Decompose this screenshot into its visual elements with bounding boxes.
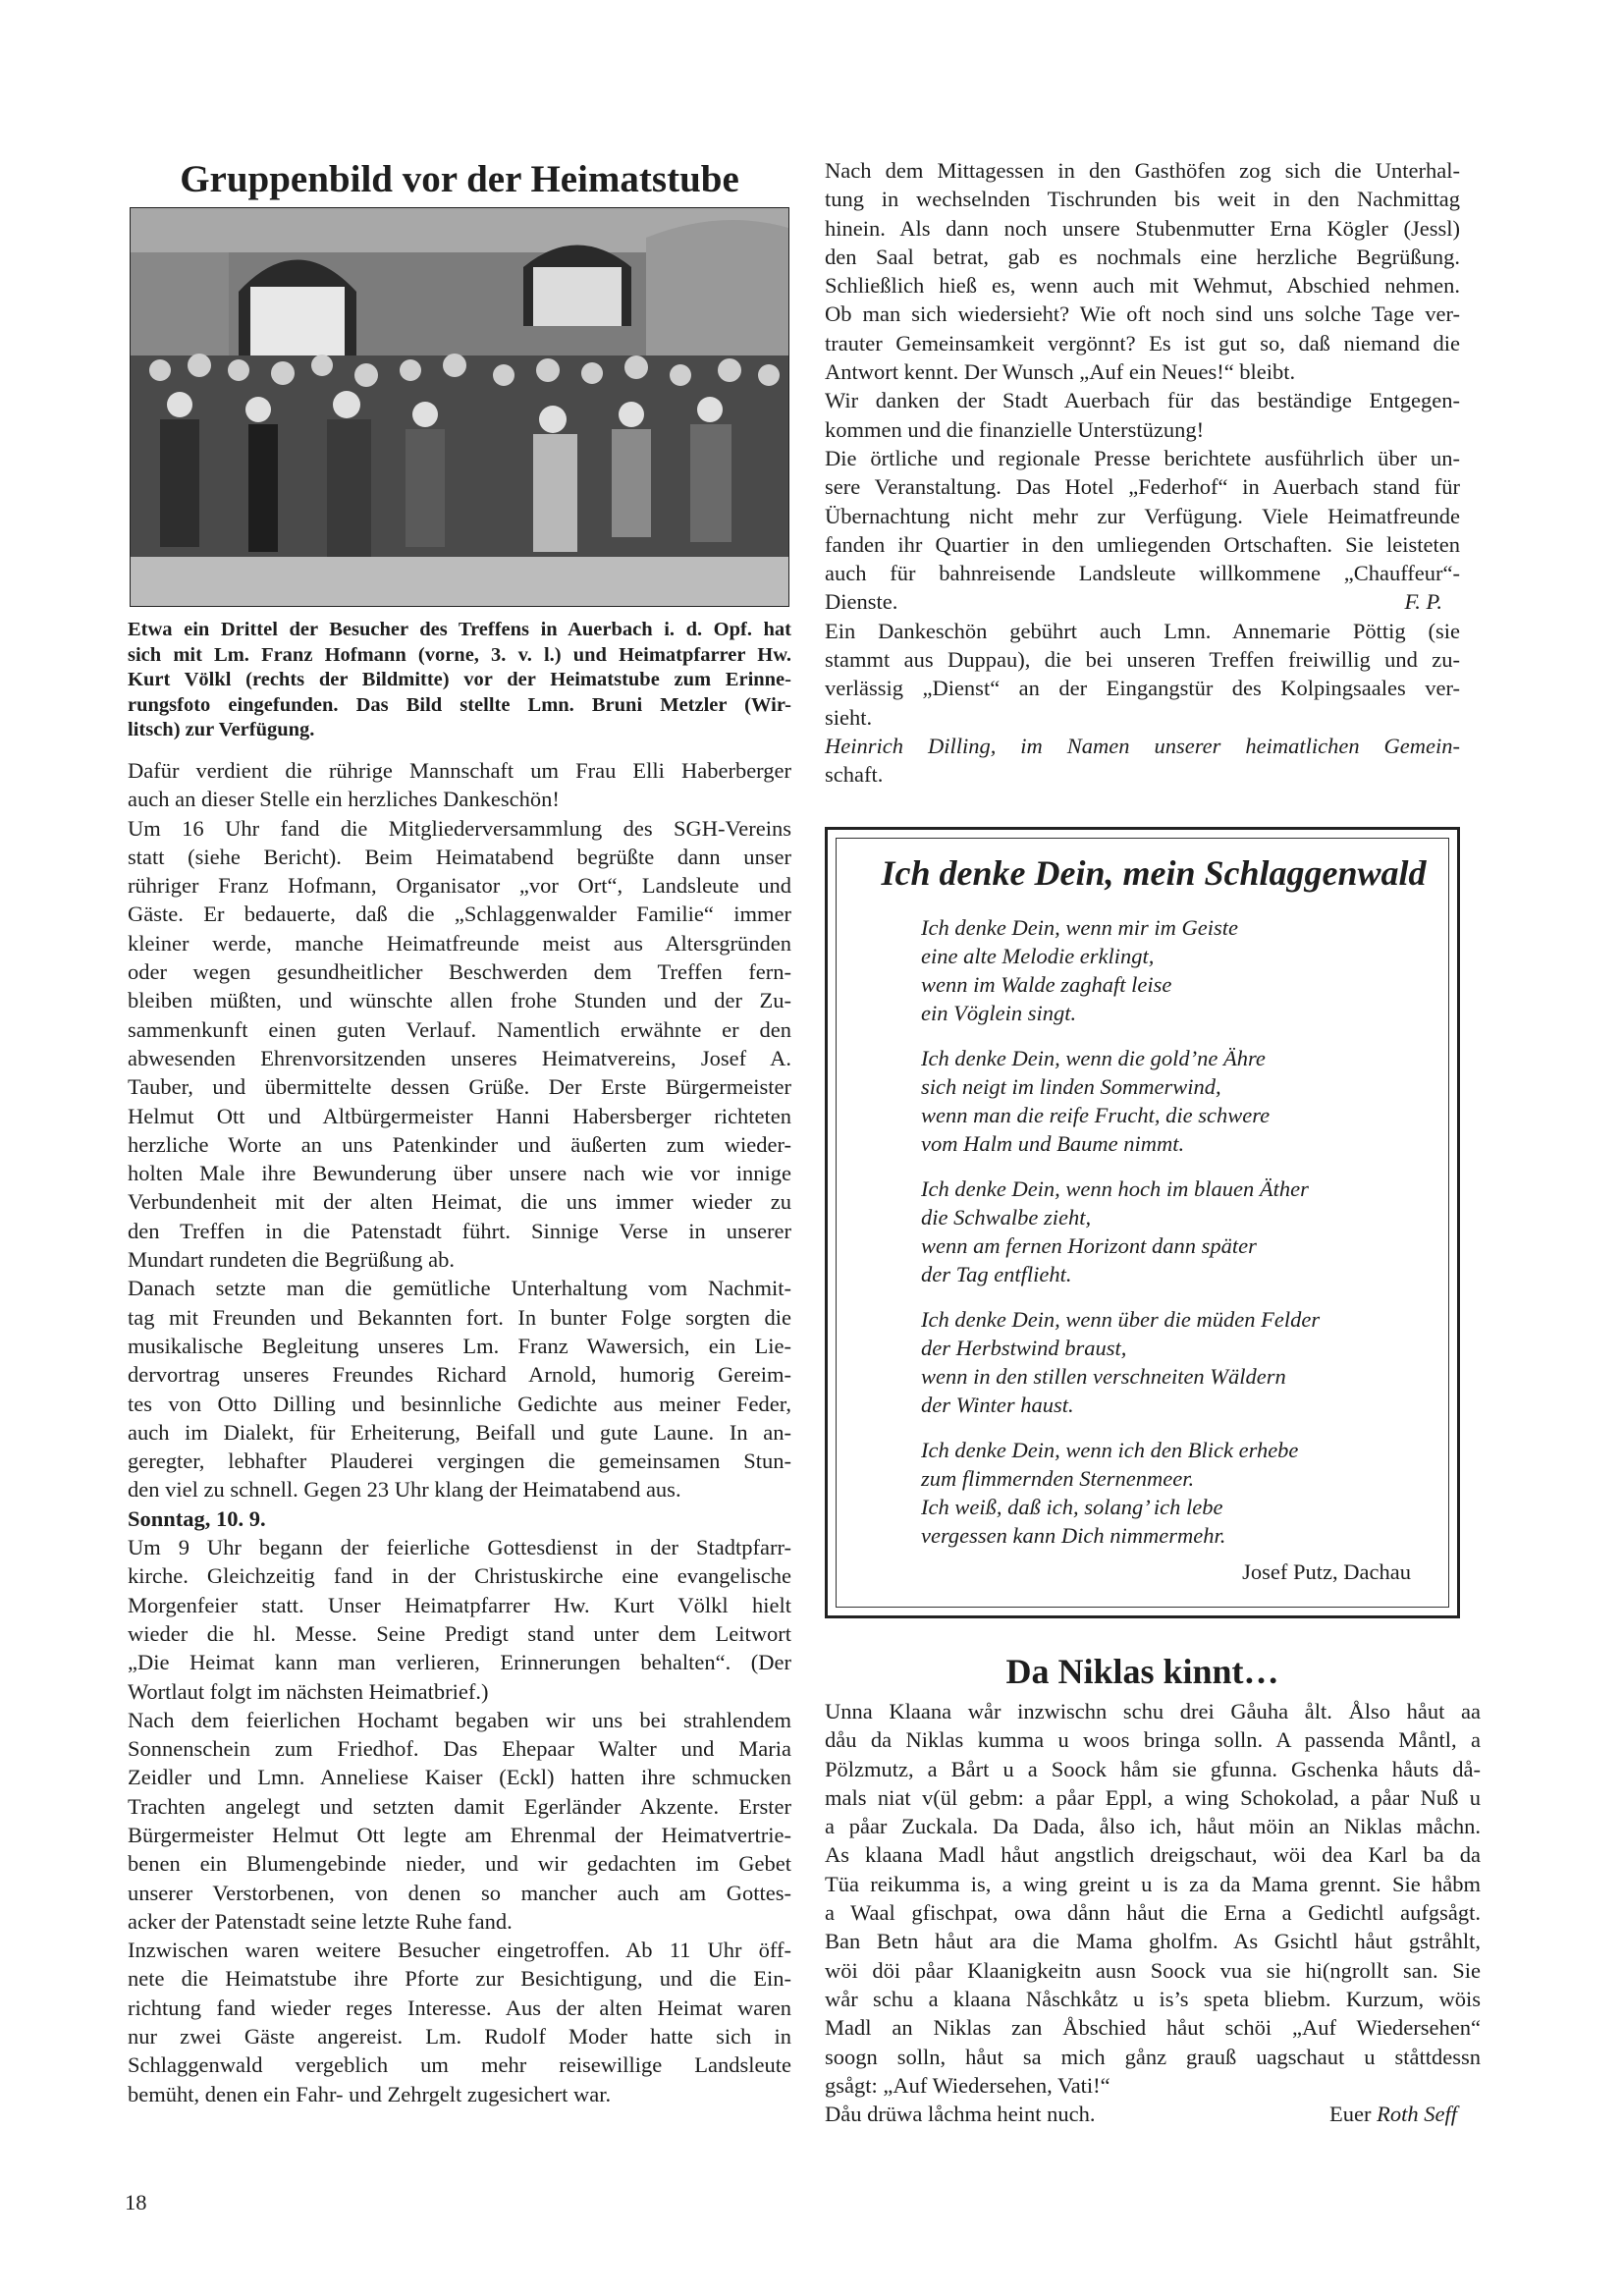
body-line: [825, 2100, 1481, 2128]
poem-line: sich neigt im linden Sommerwind,: [921, 1074, 1221, 1099]
body-line: geregter, lebhafter Plauderei vergingen die gemeinsamen Stun-: [128, 1449, 791, 1474]
body-line: den viel zu schnell. Gegen 23 Uhr klang der Heimatabend aus.: [128, 1477, 681, 1503]
body-line: Mundart rundeten die Begrüßung ab.: [128, 1247, 456, 1273]
poem-stanza: [921, 1175, 1309, 1288]
body-line: [825, 587, 1460, 616]
signature: [1329, 2100, 1481, 2128]
body-line: Heinrich Dilling, im Namen unserer heimatlichen Gemein-: [825, 733, 1460, 758]
body-line: Ob man sich wiedersieht? Wie oft noch sind uns solche Tage ver-: [825, 301, 1460, 327]
poem-line: vergessen kann Dich nimmermehr.: [921, 1523, 1226, 1548]
body-line: Bürgermeister Helmut Ott legte am Ehrenmal der Heimatvertrie-: [128, 1822, 791, 1847]
caption-line: Kurt Völkl (rechts der Bildmitte) vor der Heimatstube zum Erinne-: [128, 669, 791, 691]
body-line: schaft.: [825, 762, 884, 788]
niklas-text: [825, 1697, 1481, 2128]
body-line: Pölzmutz, a Bårt u a Soock håm sie gfunna. Gschenka håuts då-: [825, 1756, 1481, 1781]
body-line: Antwort kennt. Der Wunsch „Auf ein Neues!“ bleibt.: [825, 359, 1296, 385]
body-line: gsågt: „Auf Wiedersehen, Vati!“: [825, 2072, 1110, 2098]
group-photo: [130, 207, 789, 607]
body-line: sere Veranstaltung. Das Hotel „Federhof“ in Auerbach stand für: [825, 474, 1460, 500]
body-line: Inzwischen waren weitere Besucher eingetroffen. Ab 11 Uhr öff-: [128, 1938, 791, 1963]
body-line: mals niat v(ül gebm: a påar Eppl, a wing Schokolad, a påar Nuß u: [825, 1784, 1481, 1810]
body-line-text: Dåu drüwa låchma heint nuch.: [825, 2102, 1096, 2127]
body-line: nur zwei Gäste angereist. Lm. Rudolf Moder hatte sich in: [128, 2024, 791, 2050]
body-line: Morgenfeier statt. Unser Heimatpfarrer Hw. Kurt Völkl hielt: [128, 1592, 791, 1617]
caption-line: Etwa ein Drittel der Besucher des Treffens in Auerbach i. d. Opf. hat: [128, 619, 791, 640]
body-line: dervortrag unseres Freundes Richard Arnold, humorig Gereim-: [128, 1362, 791, 1388]
body-line: tag mit Freunden und Bekannten fort. In bunter Folge sorgten die: [128, 1304, 791, 1330]
poem-line: der Tag entflieht.: [921, 1262, 1072, 1286]
body-line: bemüht, denen ein Fahr- und Zehrgelt zugesichert war.: [128, 2081, 612, 2106]
body-line: auch im Dialekt, für Erheiterung, Beifall und gute Laune. In an-: [128, 1419, 791, 1445]
article-title: Gruppenbild vor der Heimatstube: [180, 158, 739, 200]
body-line: a Waal gfischpat, owa dånn håut die Erna a Gedichtl aufgsågt.: [825, 1900, 1481, 1926]
body-line: Ein Dankeschön gebührt auch Lmn. Annemarie Pöttig (sie: [825, 618, 1460, 643]
page-number: 18: [125, 2190, 147, 2214]
body-line: Dafür verdient die rührige Mannschaft um Frau Elli Haberberger: [128, 758, 791, 783]
poem-line: Ich weiß, daß ich, solang’ ich lebe: [921, 1495, 1223, 1519]
body-line: musikalische Begleitung unseres Lm. Franz Wawersich, ein Lie-: [128, 1333, 791, 1358]
author-initials: F. P.: [1404, 589, 1442, 615]
body-line: oder wegen gesundheitlicher Beschwerden dem Treffen fern-: [128, 959, 791, 985]
body-line: abwesenden Ehrenvorsitzenden unseres Heimatvereins, Josef A.: [128, 1045, 791, 1070]
body-line: wöi döi påar Klaanigkeitn ausn Soock vua sie hi(ngrollt san. Sie: [825, 1957, 1481, 1983]
body-line: auch für bahnreisende Landsleute willkommene „Chauffeur“-: [825, 561, 1460, 586]
poem-line: vom Halm und Baume nimmt.: [921, 1131, 1185, 1156]
poem-line: Ich denke Dein, wenn hoch im blauen Äther: [921, 1176, 1309, 1201]
section-heading: Sonntag, 10. 9.: [128, 1505, 266, 1531]
body-line: Tauber, und übermittelte dessen Grüße. Der Erste Bürgermeister: [128, 1074, 791, 1100]
body-line: Danach setzte man die gemütliche Unterhaltung vom Nachmit-: [128, 1276, 791, 1301]
caption-line: rungsfoto eingefunden. Das Bild stellte Lmn. Bruni Metzler (Wir-: [128, 693, 791, 716]
body-line: sammenkunft einen guten Verlauf. Namentlich erwähnte er den: [128, 1016, 791, 1042]
body-line: wieder die hl. Messe. Seine Predigt stand unter dem Leitwort: [128, 1620, 791, 1646]
body-line: Die örtliche und regionale Presse berichtete ausführlich über un-: [825, 445, 1460, 470]
body-line: Helmut Ott und Altbürgermeister Hanni Habersberger richteten: [128, 1103, 791, 1128]
body-line: auch an dieser Stelle ein herzliches Dankeschön!: [128, 787, 560, 812]
body-line: Unna Klaana wår inzwischn schu drei Gåuha ålt. Ålso håut aa: [825, 1699, 1481, 1723]
photo-caption: [128, 618, 791, 743]
body-line: Nach dem feierlichen Hochamt begaben wir uns bei strahlendem: [128, 1707, 791, 1732]
signature-name: Roth Seff: [1377, 2102, 1457, 2127]
group-photo-image: [131, 208, 788, 606]
poem-line: der Winter haust.: [921, 1393, 1074, 1417]
body-line: richtung fand wieder reges Interesse. Aus der alten Heimat waren: [128, 1995, 791, 2020]
body-line: sieht.: [825, 704, 873, 730]
poem-line: Ich denke Dein, wenn die gold’ne Ähre: [921, 1046, 1266, 1070]
poem-line: wenn in den stillen verschneiten Wäldern: [921, 1364, 1286, 1389]
poem-line: wenn man die reife Frucht, die schwere: [921, 1103, 1271, 1127]
body-line: verlässig „Dienst“ an der Eingangstür des Kolpingsaales ver-: [825, 676, 1460, 701]
body-line: benen ein Blumengebinde nieder, und wir gedachten im Gebet: [128, 1851, 791, 1877]
body-line: kommen und die finanzielle Unterstüzung!: [825, 416, 1205, 442]
poem-line: wenn am fernen Horizont dann später: [921, 1233, 1257, 1258]
body-line-text: Dienste.: [825, 589, 898, 615]
body-line: Schlaggenwald vergeblich um mehr reisewillige Landsleute: [128, 2052, 791, 2078]
body-line: Um 16 Uhr fand die Mitgliederversammlung des SGH-Vereins: [128, 815, 791, 841]
body-line: bleiben müßten, und wünschte allen frohe Stunden und der Zu-: [128, 988, 791, 1013]
poem-line: ein Vöglein singt.: [921, 1001, 1077, 1025]
body-line: hinein. Als dann noch unsere Stubenmutter Erna Kögler (Jessl): [825, 215, 1460, 241]
body-line: trauter Gemeinsamkeit vergönnt? Es ist gut so, daß niemand die: [825, 330, 1460, 355]
body-line: Gäste. Er bedauerte, daß die „Schlaggenwalder Familie“ immer: [128, 902, 791, 927]
body-line: Um 9 Uhr begann der feierliche Gottesdienst in der Stadtpfarr-: [128, 1535, 791, 1560]
body-line: Trachten angelegt und setzten damit Egerländer Akzente. Erster: [128, 1793, 791, 1819]
poem-line: die Schwalbe zieht,: [921, 1205, 1092, 1230]
body-line: statt (siehe Bericht). Beim Heimatabend begrüßte dann unser: [128, 844, 791, 869]
body-line: Wortlaut folgt im nächsten Heimatbrief.): [128, 1678, 489, 1704]
poem-title: Ich denke Dein, mein Schlaggenwald: [881, 853, 1427, 893]
poem-stanza: [921, 1436, 1298, 1550]
left-column-text: [128, 756, 791, 2108]
poem-line: wenn im Walde zaghaft leise: [921, 972, 1172, 997]
body-line: dåu da Niklas kumma u woos bringa solln. A passenda Måntl, a: [825, 1727, 1481, 1753]
body-line: nete die Heimatstube ihre Pforte zur Besichtigung, und die Ein-: [128, 1966, 791, 1992]
body-line: rühriger Franz Hofmann, Organisator „vor Ort“, Landsleute und: [128, 873, 791, 899]
body-line: holten Male ihre Bewunderung über unsere nach wie vor innige: [128, 1161, 791, 1186]
body-line: a påar Zuckala. Da Dada, ålso ich, håut möin an Niklas måchn.: [825, 1814, 1481, 1839]
body-line: herzliche Worte an uns Patenkinder und äußerten zum wieder-: [128, 1131, 791, 1157]
poem-author: Josef Putz, Dachau: [1242, 1559, 1411, 1584]
body-line: tes von Otto Dilling und besinnliche Gedichte aus meiner Feder,: [128, 1391, 791, 1416]
body-line: Madl an Niklas zan Åbschied håut schöi „Auf Wiedersehen“: [825, 2015, 1481, 2041]
body-line: Schließlich hieß es, wenn auch mit Wehmut, Abschied nehmen.: [825, 273, 1460, 299]
body-line: den Treffen in die Patenstadt führt. Sinnige Verse in unserer: [128, 1218, 791, 1243]
poem-stanza: [921, 913, 1238, 1027]
body-line: As klaana Madl håut angstlich dreigschaut, wöi dea Karl ba da: [825, 1842, 1481, 1868]
poem-line: Ich denke Dein, wenn ich den Blick erhebe: [921, 1438, 1299, 1462]
body-line: soogn solln, håut sa mich gånz grauß uagschaut u ståttdessn: [825, 2044, 1481, 2069]
body-line: kleiner werde, manche Heimatfreunde meist aus Altersgründen: [128, 930, 791, 956]
caption-line: sich mit Lm. Franz Hofmann (vorne, 3. v. l.) und Heimatpfarrer Hw.: [128, 643, 791, 666]
niklas-title: Da Niklas kinnt…: [1005, 1652, 1279, 1691]
right-column-text: [825, 156, 1460, 790]
body-line: acker der Patenstadt seine letzte Ruhe fand.: [128, 1908, 513, 1934]
body-line: fanden ihr Quartier in den umliegenden Ortschaften. Sie leisteten: [825, 531, 1460, 557]
poem-line: Ich denke Dein, wenn über die müden Felder: [921, 1307, 1321, 1332]
poem-stanza: [921, 1305, 1320, 1419]
body-line: Verbundenheit mit der alten Heimat, die uns immer wieder zu: [128, 1189, 791, 1215]
body-line: Tüa reikumma is, a wing greint u is za da Mama grennt. Sie håbm: [825, 1871, 1481, 1896]
body-line: Übernachtung nicht mehr zur Verfügung. Viele Heimatfreunde: [825, 503, 1460, 528]
body-line: stammt aus Duppau), die bei unseren Treffen freiwillig und zu-: [825, 647, 1460, 673]
body-line: wår schu a klaana Nåschkåtz u is’s speta bliebm. Kurzum, wöis: [825, 1986, 1481, 2011]
poem-line: der Herbstwind braust,: [921, 1336, 1127, 1360]
body-line: Wir danken der Stadt Auerbach für das beständige Entgegen-: [825, 388, 1460, 413]
body-line: unserer Verstorbenen, von denen so mancher auch am Gottes-: [128, 1880, 791, 1905]
body-line: den Saal betrat, gab es nochmals eine herzliche Begrüßung.: [825, 244, 1460, 269]
poem-line: zum flimmernden Sternenmeer.: [921, 1466, 1195, 1491]
body-line: tung in wechselnden Tischrunden bis weit in den Nachmittag: [825, 187, 1460, 212]
body-line: kirche. Gleichzeitig fand in der Christuskirche eine evangelische: [128, 1563, 791, 1589]
caption-line: litsch) zur Verfügung.: [128, 719, 315, 741]
signature-prefix: Euer: [1329, 2102, 1378, 2127]
poem-stanza: [921, 1044, 1270, 1158]
body-line: „Die Heimat kann man verlieren, Erinnerungen behalten“. (Der: [128, 1650, 791, 1675]
body-line: Zeidler und Lmn. Anneliese Kaiser (Eckl) hatten ihre schmucken: [128, 1765, 791, 1790]
poem-line: eine alte Melodie erklingt,: [921, 944, 1155, 968]
poem-line: Ich denke Dein, wenn mir im Geiste: [921, 915, 1239, 940]
body-line: Nach dem Mittagessen in den Gasthöfen zog sich die Unterhal-: [825, 158, 1460, 183]
body-line: Ban Betn håut ara die Mama gholfm. As Gsichtl håut gstråhlt,: [825, 1929, 1481, 1954]
body-line: Sonnenschein zum Friedhof. Das Ehepaar Walter und Maria: [128, 1736, 791, 1762]
